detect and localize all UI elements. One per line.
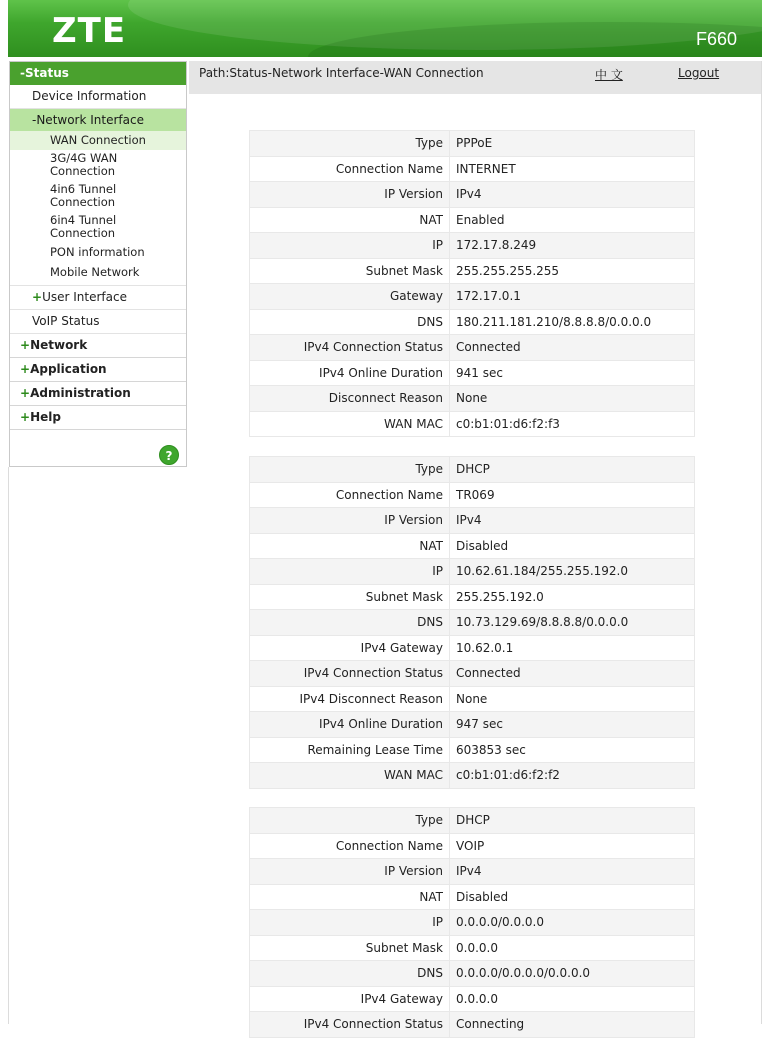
field-value: PPPoE bbox=[450, 131, 695, 157]
table-row bbox=[250, 961, 695, 987]
field-label: Type bbox=[250, 457, 450, 483]
field-label: IP Version bbox=[250, 508, 450, 534]
table-row bbox=[250, 833, 695, 859]
table-row bbox=[250, 335, 695, 361]
table-row bbox=[250, 584, 695, 610]
expand-plus-icon: + bbox=[32, 290, 43, 304]
field-value: c0:b1:01:d6:f2:f2 bbox=[450, 763, 695, 789]
field-label: Connection Name bbox=[250, 482, 450, 508]
logout-link[interactable]: Logout bbox=[678, 66, 720, 80]
field-value: 603853 sec bbox=[450, 737, 695, 763]
field-value: Connecting bbox=[450, 1012, 695, 1038]
sidebar-item-label: Application bbox=[30, 362, 107, 376]
help-icon[interactable]: ? bbox=[159, 445, 179, 465]
table-row bbox=[250, 284, 695, 310]
field-label: IPv4 Online Duration bbox=[250, 360, 450, 386]
field-value: 0.0.0.0/0.0.0.0/0.0.0.0 bbox=[450, 961, 695, 987]
field-value: None bbox=[450, 686, 695, 712]
field-value: 180.211.181.210/8.8.8.8/0.0.0.0 bbox=[450, 309, 695, 335]
table-row bbox=[250, 309, 695, 335]
field-value: Enabled bbox=[450, 207, 695, 233]
sidebar-item-mobile-network[interactable]: Mobile Network bbox=[50, 265, 140, 279]
table-row bbox=[250, 457, 695, 483]
field-value: DHCP bbox=[450, 457, 695, 483]
table-row bbox=[250, 182, 695, 208]
table-row bbox=[250, 386, 695, 412]
breadcrumb: Path:Status-Network Interface-WAN Connection bbox=[199, 66, 484, 80]
zte-logo: ZTE bbox=[52, 11, 127, 51]
field-value: 10.62.61.184/255.255.192.0 bbox=[450, 559, 695, 585]
sidebar-item-6in4-tunnel[interactable]: 6in4 Tunnel Connection bbox=[50, 213, 117, 240]
sidebar-item-administration[interactable] bbox=[10, 382, 186, 406]
field-label: DNS bbox=[250, 309, 450, 335]
field-label: IPv4 Gateway bbox=[250, 635, 450, 661]
field-value: 255.255.255.255 bbox=[450, 258, 695, 284]
sidebar-item-label: Help bbox=[30, 410, 61, 424]
field-value: 947 sec bbox=[450, 712, 695, 738]
field-value: Disabled bbox=[450, 884, 695, 910]
sidebar-item-application[interactable] bbox=[10, 358, 186, 382]
table-row bbox=[250, 859, 695, 885]
field-value: IPv4 bbox=[450, 508, 695, 534]
sidebar bbox=[9, 61, 187, 467]
field-value: 172.17.0.1 bbox=[450, 284, 695, 310]
field-label: Gateway bbox=[250, 284, 450, 310]
field-value: TR069 bbox=[450, 482, 695, 508]
table-row bbox=[250, 207, 695, 233]
device-model: F660 bbox=[695, 29, 737, 49]
field-value: Disabled bbox=[450, 533, 695, 559]
field-label: IP bbox=[250, 233, 450, 259]
table-row bbox=[250, 482, 695, 508]
expand-plus-icon: + bbox=[20, 338, 31, 352]
field-value: DHCP bbox=[450, 808, 695, 834]
page-header bbox=[8, 0, 762, 57]
sidebar-item-help[interactable] bbox=[10, 406, 186, 430]
field-label: Connection Name bbox=[250, 833, 450, 859]
wan-connection-table bbox=[249, 807, 695, 1038]
sidebar-item-user-interface[interactable] bbox=[10, 285, 186, 310]
sidebar-item-network-interface[interactable]: -Network Interface bbox=[10, 109, 186, 131]
sidebar-item-4in6-tunnel[interactable]: 4in6 Tunnel Connection bbox=[50, 182, 117, 209]
sidebar-item-3g4g-wan[interactable]: 3G/4G WAN Connection bbox=[50, 151, 118, 178]
field-value: 0.0.0.0 bbox=[450, 986, 695, 1012]
field-label: IPv4 Connection Status bbox=[250, 1012, 450, 1038]
table-row bbox=[250, 686, 695, 712]
field-label: IP bbox=[250, 910, 450, 936]
sidebar-item-status[interactable]: -Status bbox=[10, 62, 186, 85]
field-label: IPv4 Disconnect Reason bbox=[250, 686, 450, 712]
wan-connection-table bbox=[249, 456, 695, 789]
table-row bbox=[250, 610, 695, 636]
field-label: WAN MAC bbox=[250, 763, 450, 789]
table-row bbox=[250, 737, 695, 763]
field-value: Connected bbox=[450, 661, 695, 687]
field-label: Disconnect Reason bbox=[250, 386, 450, 412]
field-label: IPv4 Gateway bbox=[250, 986, 450, 1012]
frame-divider bbox=[8, 467, 9, 1024]
table-row bbox=[250, 884, 695, 910]
table-row bbox=[250, 935, 695, 961]
field-value: Connected bbox=[450, 335, 695, 361]
table-row bbox=[250, 533, 695, 559]
sidebar-item-device-information[interactable]: Device Information bbox=[10, 85, 186, 109]
sidebar-item-wan-connection[interactable]: WAN Connection bbox=[10, 131, 186, 150]
language-switch-link[interactable]: 中 文 bbox=[595, 68, 623, 82]
sidebar-item-label: Administration bbox=[30, 386, 131, 400]
field-label: DNS bbox=[250, 610, 450, 636]
field-value: 255.255.192.0 bbox=[450, 584, 695, 610]
table-row bbox=[250, 763, 695, 789]
field-label: Subnet Mask bbox=[250, 935, 450, 961]
frame-divider bbox=[761, 61, 762, 1024]
table-row bbox=[250, 360, 695, 386]
sidebar-item-label: User Interface bbox=[42, 290, 127, 304]
field-label: IPv4 Connection Status bbox=[250, 661, 450, 687]
field-label: Subnet Mask bbox=[250, 258, 450, 284]
field-value: INTERNET bbox=[450, 156, 695, 182]
field-value: VOIP bbox=[450, 833, 695, 859]
table-row bbox=[250, 910, 695, 936]
field-label: Connection Name bbox=[250, 156, 450, 182]
table-row bbox=[250, 156, 695, 182]
table-row bbox=[250, 808, 695, 834]
table-row bbox=[250, 131, 695, 157]
field-value: IPv4 bbox=[450, 859, 695, 885]
field-label: DNS bbox=[250, 961, 450, 987]
table-row bbox=[250, 986, 695, 1012]
field-value: 10.73.129.69/8.8.8.8/0.0.0.0 bbox=[450, 610, 695, 636]
table-row bbox=[250, 1012, 695, 1038]
field-label: NAT bbox=[250, 533, 450, 559]
field-value: 0.0.0.0 bbox=[450, 935, 695, 961]
field-value: c0:b1:01:d6:f2:f3 bbox=[450, 411, 695, 437]
field-value: 941 sec bbox=[450, 360, 695, 386]
table-row bbox=[250, 635, 695, 661]
field-value: IPv4 bbox=[450, 182, 695, 208]
field-label: Type bbox=[250, 131, 450, 157]
table-row bbox=[250, 559, 695, 585]
table-row bbox=[250, 508, 695, 534]
table-row bbox=[250, 258, 695, 284]
table-row bbox=[250, 712, 695, 738]
field-label: Type bbox=[250, 808, 450, 834]
field-value: None bbox=[450, 386, 695, 412]
field-label: WAN MAC bbox=[250, 411, 450, 437]
field-label: Remaining Lease Time bbox=[250, 737, 450, 763]
wan-connection-table bbox=[249, 130, 695, 437]
field-label: IPv4 Online Duration bbox=[250, 712, 450, 738]
expand-plus-icon: + bbox=[20, 386, 31, 400]
field-label: IP Version bbox=[250, 859, 450, 885]
table-row bbox=[250, 661, 695, 687]
field-label: IP Version bbox=[250, 182, 450, 208]
field-value: 172.17.8.249 bbox=[450, 233, 695, 259]
breadcrumb-bar bbox=[189, 61, 761, 94]
table-row bbox=[250, 233, 695, 259]
field-label: IP bbox=[250, 559, 450, 585]
expand-plus-icon: + bbox=[20, 410, 31, 424]
sidebar-item-voip-status[interactable]: VoIP Status bbox=[10, 310, 186, 334]
field-label: IPv4 Connection Status bbox=[250, 335, 450, 361]
field-label: Subnet Mask bbox=[250, 584, 450, 610]
sidebar-item-pon-information[interactable]: PON information bbox=[50, 245, 145, 259]
field-value: 0.0.0.0/0.0.0.0 bbox=[450, 910, 695, 936]
expand-plus-icon: + bbox=[20, 362, 31, 376]
field-label: NAT bbox=[250, 207, 450, 233]
field-value: 10.62.0.1 bbox=[450, 635, 695, 661]
sidebar-item-network[interactable] bbox=[10, 334, 186, 358]
sidebar-item-label: Network bbox=[30, 338, 88, 352]
table-row bbox=[250, 411, 695, 437]
field-label: NAT bbox=[250, 884, 450, 910]
